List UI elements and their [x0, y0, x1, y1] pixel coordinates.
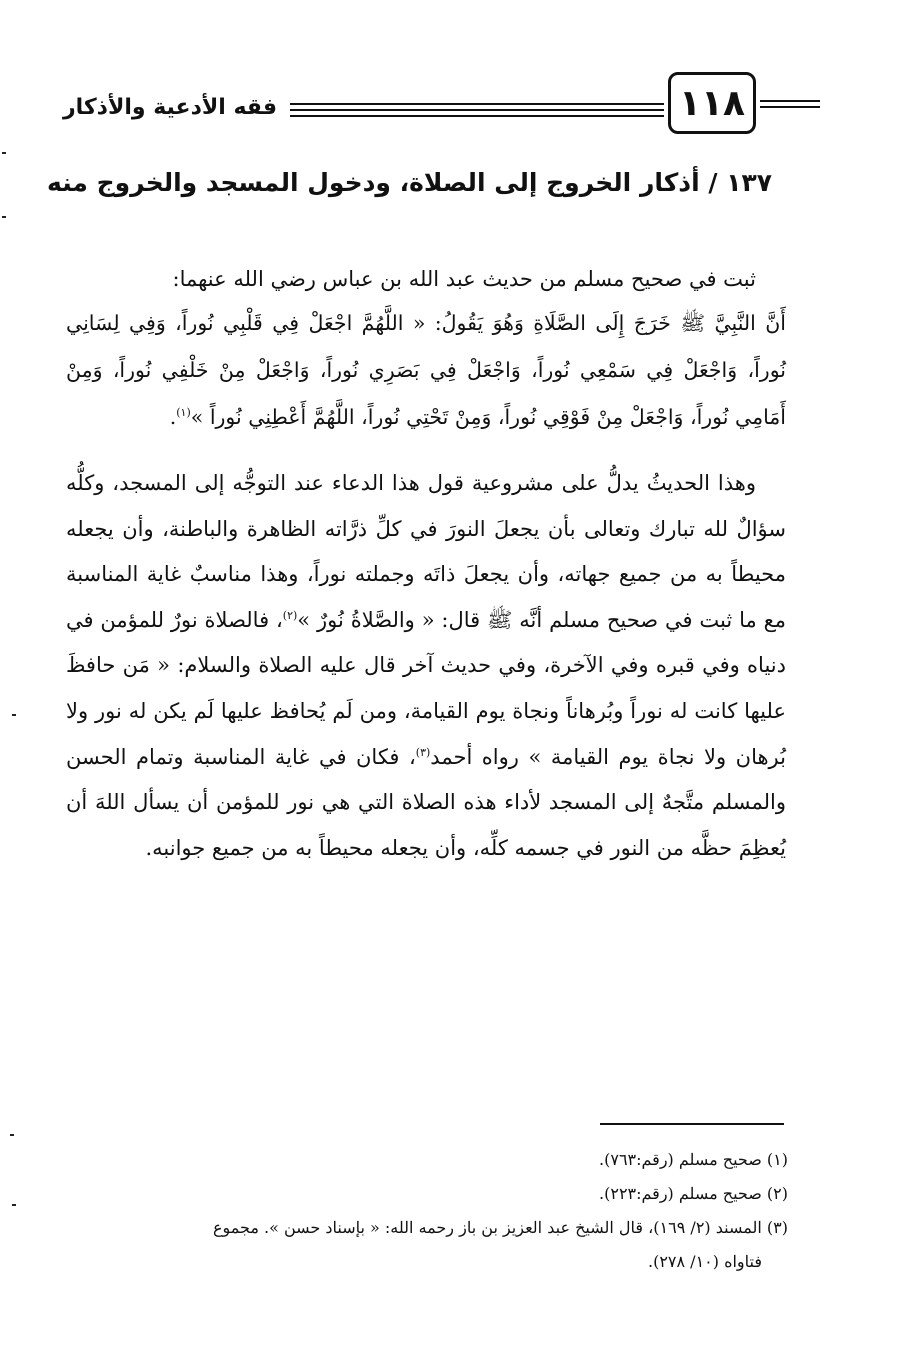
footnote-2: [70, 1177, 788, 1211]
running-head-title: فقه الأدعية والأذكار: [62, 95, 278, 120]
footnotes: [70, 1143, 788, 1279]
footnote-ref-1: (١): [176, 406, 191, 420]
scan-mark: [2, 152, 6, 154]
hadith-text: [66, 300, 786, 441]
footnote-number: (٢): [766, 1184, 788, 1203]
header-rule: [290, 109, 664, 111]
scan-mark: [12, 714, 16, 716]
hadith-end: .: [169, 405, 177, 429]
scan-mark: [12, 1204, 16, 1206]
footnote-separator: [600, 1123, 784, 1125]
header-rule: [760, 100, 820, 102]
intro-text: ثبت في صحيح مسلم من حديث عبد الله بن عباس رضي الله عنهما:: [172, 267, 756, 291]
header-rule: [760, 106, 820, 108]
footnote-number: (٣): [766, 1218, 788, 1237]
scan-mark: [2, 216, 6, 218]
scan-mark: [10, 1134, 14, 1136]
paragraph-intro: [66, 258, 786, 300]
footnote-number: (١): [766, 1150, 788, 1169]
page-number: ١١٨: [668, 72, 756, 134]
footnote-text: المسند (٢/ ١٦٩)، قال الشيخ عبد العزيز بن باز رحمه الله: « بإسناد حسن ». مجموع: [212, 1218, 762, 1237]
main-text: [66, 258, 786, 871]
chapter-heading: ١٣٧ / أذكار الخروج إلى الصلاة، ودخول المسجد والخروج منه: [47, 168, 772, 197]
footnote-ref-3: (٣): [415, 745, 431, 759]
header-rule: [290, 115, 664, 117]
footnote-3-continued: [70, 1245, 788, 1279]
commentary-part-b: ، فالصلاة نورٌ للمؤمن في دنياه وفي قبره وفي الآخرة، وفي حديث آخر قال عليه الصلاة والسلام: « مَن حافظَ عليها كانت له نوراً وبُرهاناً ونجاة يوم القيامة، ومن لَم يُحافظ عليها لَم يكن له نور ولا بُرهان ولا نجاة يوم القيامة » رواه أحمد: [66, 607, 786, 769]
commentary-part-a: وهذا الحديثُ يدلُّ على مشروعية قول هذا الدعاء عند التوجُّه إلى المسجد، وكلُّه سؤالٌ لله تبارك وتعالى بأن يجعلَ النورَ في كلِّ ذرَّاته الظاهرة والباطنة، وأن يجعله محيطاً به من جميع جهاته، وأن يجعلَ ذاتَه وجملته نوراً، وهذا مناسبٌ غاية المناسبة مع ما ثبت في صحيح مسلم أنَّه ﷺ قال: « والصَّلاةُ نُورٌ »: [66, 471, 787, 632]
header-rule: [290, 103, 664, 105]
footnote-text: صحيح مسلم (رقم:٢٢٣).: [599, 1184, 762, 1203]
footnote-1: [70, 1143, 788, 1177]
hadith-quote: أَنَّ النَّبِيَّ ﷺ خَرَجَ إِلَى الصَّلَاةِ وَهُوَ يَقُولُ: « اللَّهُمَّ اجْعَلْ فِي قَلْبِي نُوراً، وَفِي لِسَانِي نُوراً، وَاجْعَلْ فِي سَمْعِي نُوراً، وَاجْعَلْ فِي بَصَرِي نُوراً، وَاجْعَلْ مِنْ خَلْفِي نُوراً، وَمِنْ أَمَامِي نُوراً، وَاجْعَلْ مِنْ فَوْقِي نُوراً، وَمِنْ تَحْتِي نُوراً، اللَّهُمَّ أَعْطِنِي نُوراً »: [66, 311, 786, 429]
footnote-text: صحيح مسلم (رقم:٧٦٣).: [599, 1150, 762, 1169]
footnote-3: [70, 1211, 788, 1245]
paragraph-commentary: [66, 461, 786, 871]
footnote-text: فتاواه (١٠/ ٢٧٨).: [647, 1252, 762, 1271]
footnote-ref-2: (٢): [282, 608, 298, 622]
commentary-part-c: ، فكان في غاية المناسبة وتمام الحسن والمسلم متَّجهٌ إلى المسجد لأداء هذه الصلاة التي هي نور للمؤمن أن يسأل اللهَ أن يُعظِمَ حظَّه من النور في جسمه كلِّه، وأن يجعله محيطاً به من جميع جوانبه.: [66, 744, 786, 860]
